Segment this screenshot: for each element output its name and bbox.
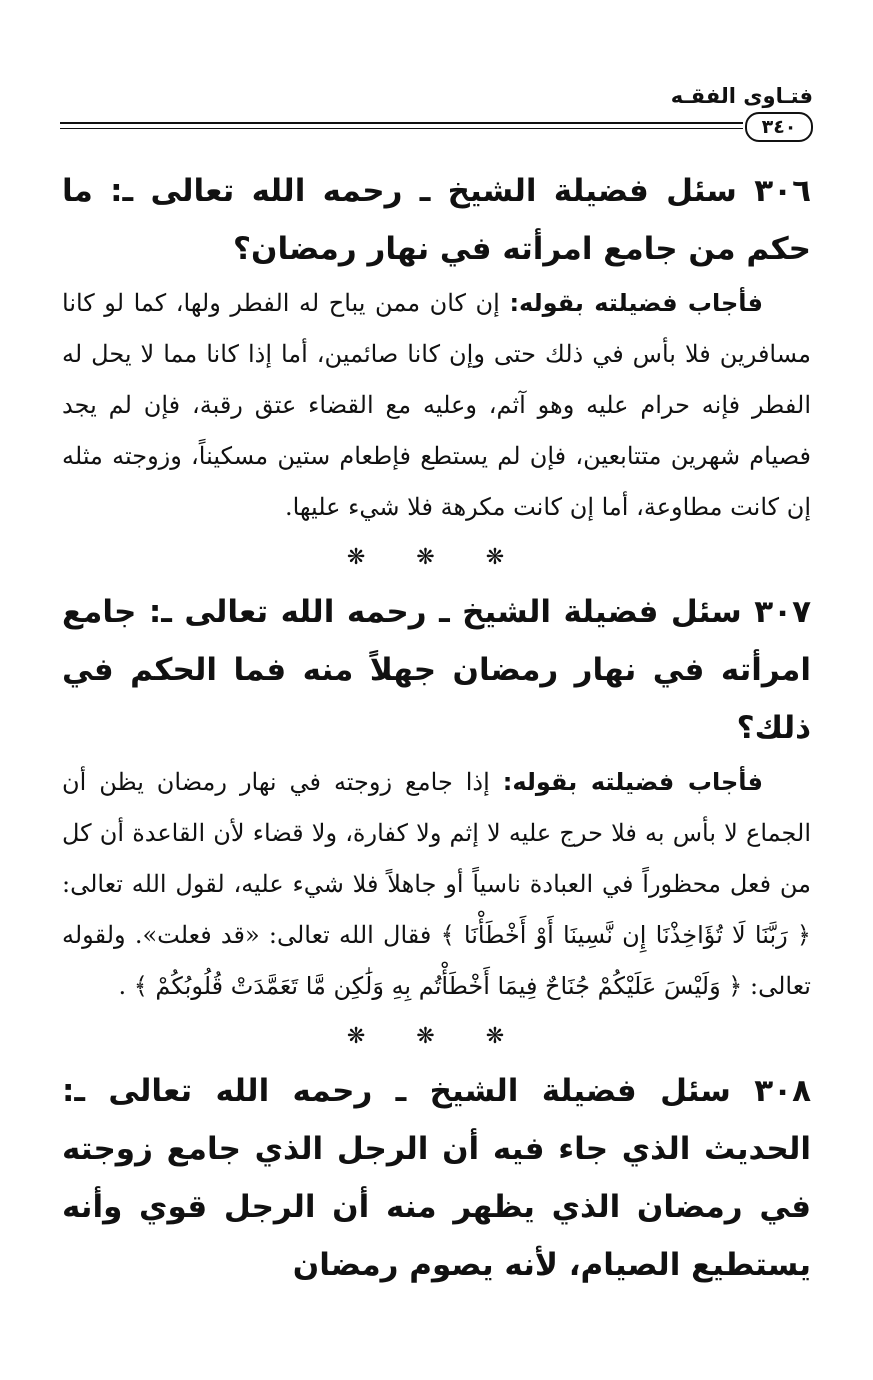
answer-lead: فأجاب فضيلته بقوله:: [509, 289, 763, 317]
page-header: [60, 84, 813, 138]
quran-verse: ﴿ رَبَّنَا لَا تُؤَاخِذْنَا إِن نَّسِينَا أَوْ أَخْطَأْنَا ﴾: [440, 921, 811, 949]
section-separator: ❋ ❋ ❋: [346, 545, 527, 570]
answer-307: [62, 757, 811, 1012]
question-306: ٣٠٦ سئل فضيلة الشيخ ـ رحمه الله تعالى ـ: ما حكم من جامع امرأته في نهار رمضان؟: [62, 173, 811, 267]
header-rule: [60, 122, 743, 124]
answer-end: .: [118, 972, 127, 1000]
answer-text: فقال الله تعالى: «قد فعلت». ولقوله تعالى:: [62, 921, 811, 1000]
section-separator: ❋ ❋ ❋: [346, 1024, 527, 1049]
page-content: [62, 162, 811, 1294]
book-title: فتـاوى الفقـه: [670, 84, 813, 108]
answer-lead: فأجاب فضيلته بقوله:: [502, 768, 764, 796]
answer-text: إذا جامع زوجته في نهار رمضان يظن أن الجماع لا بأس به فلا حرج عليه لا إثم ولا كفارة، ولا قضاء لأن القاعدة أن كل من فعل محظوراً في العبادة ناسياً أو جاهلاً فلا شيء عليه، لقول الله تعالى:: [62, 768, 811, 898]
header-rule-thin: [60, 128, 743, 129]
quran-verse: ﴿ وَلَيْسَ عَلَيْكُمْ جُنَاحٌ فِيمَا أَخْطَأْتُم بِهِ وَلَٰكِن مَّا تَعَمَّدَتْ قُلُوبُكُمْ ﴾: [133, 972, 743, 1000]
answer-text: إن كان ممن يباح له الفطر ولها، كما لو كانا مسافرين فلا بأس في ذلك حتى وإن كانا صائمين، أما إذا كانا مما لا يحل له الفطر فإنه حرام عليه وهو آثم، وعليه مع القضاء عتق رقبة، فإن لم يجد فصيام شهرين متتابعين، فإن لم يستطع فإطعام ستين مسكيناً، وزوجته مثله إن كانت مطاوعة، أما إن كانت مكرهة فلا شيء عليها.: [62, 289, 811, 521]
question-308: ٣٠٨ سئل فضيلة الشيخ ـ رحمه الله تعالى ـ: الحديث الذي جاء فيه أن الرجل الذي جامع زوجته في رمضان الذي يظهر منه أن الرجل قوي وأنه يستطيع الصيام، لأنه يصوم رمضان: [62, 1073, 811, 1283]
question-307: ٣٠٧ سئل فضيلة الشيخ ـ رحمه الله تعالى ـ: جامع امرأته في نهار رمضان جهلاً منه فما الحكم في ذلك؟: [62, 594, 811, 746]
page-number: ٣٤٠: [745, 112, 813, 142]
answer-306: [62, 278, 811, 533]
